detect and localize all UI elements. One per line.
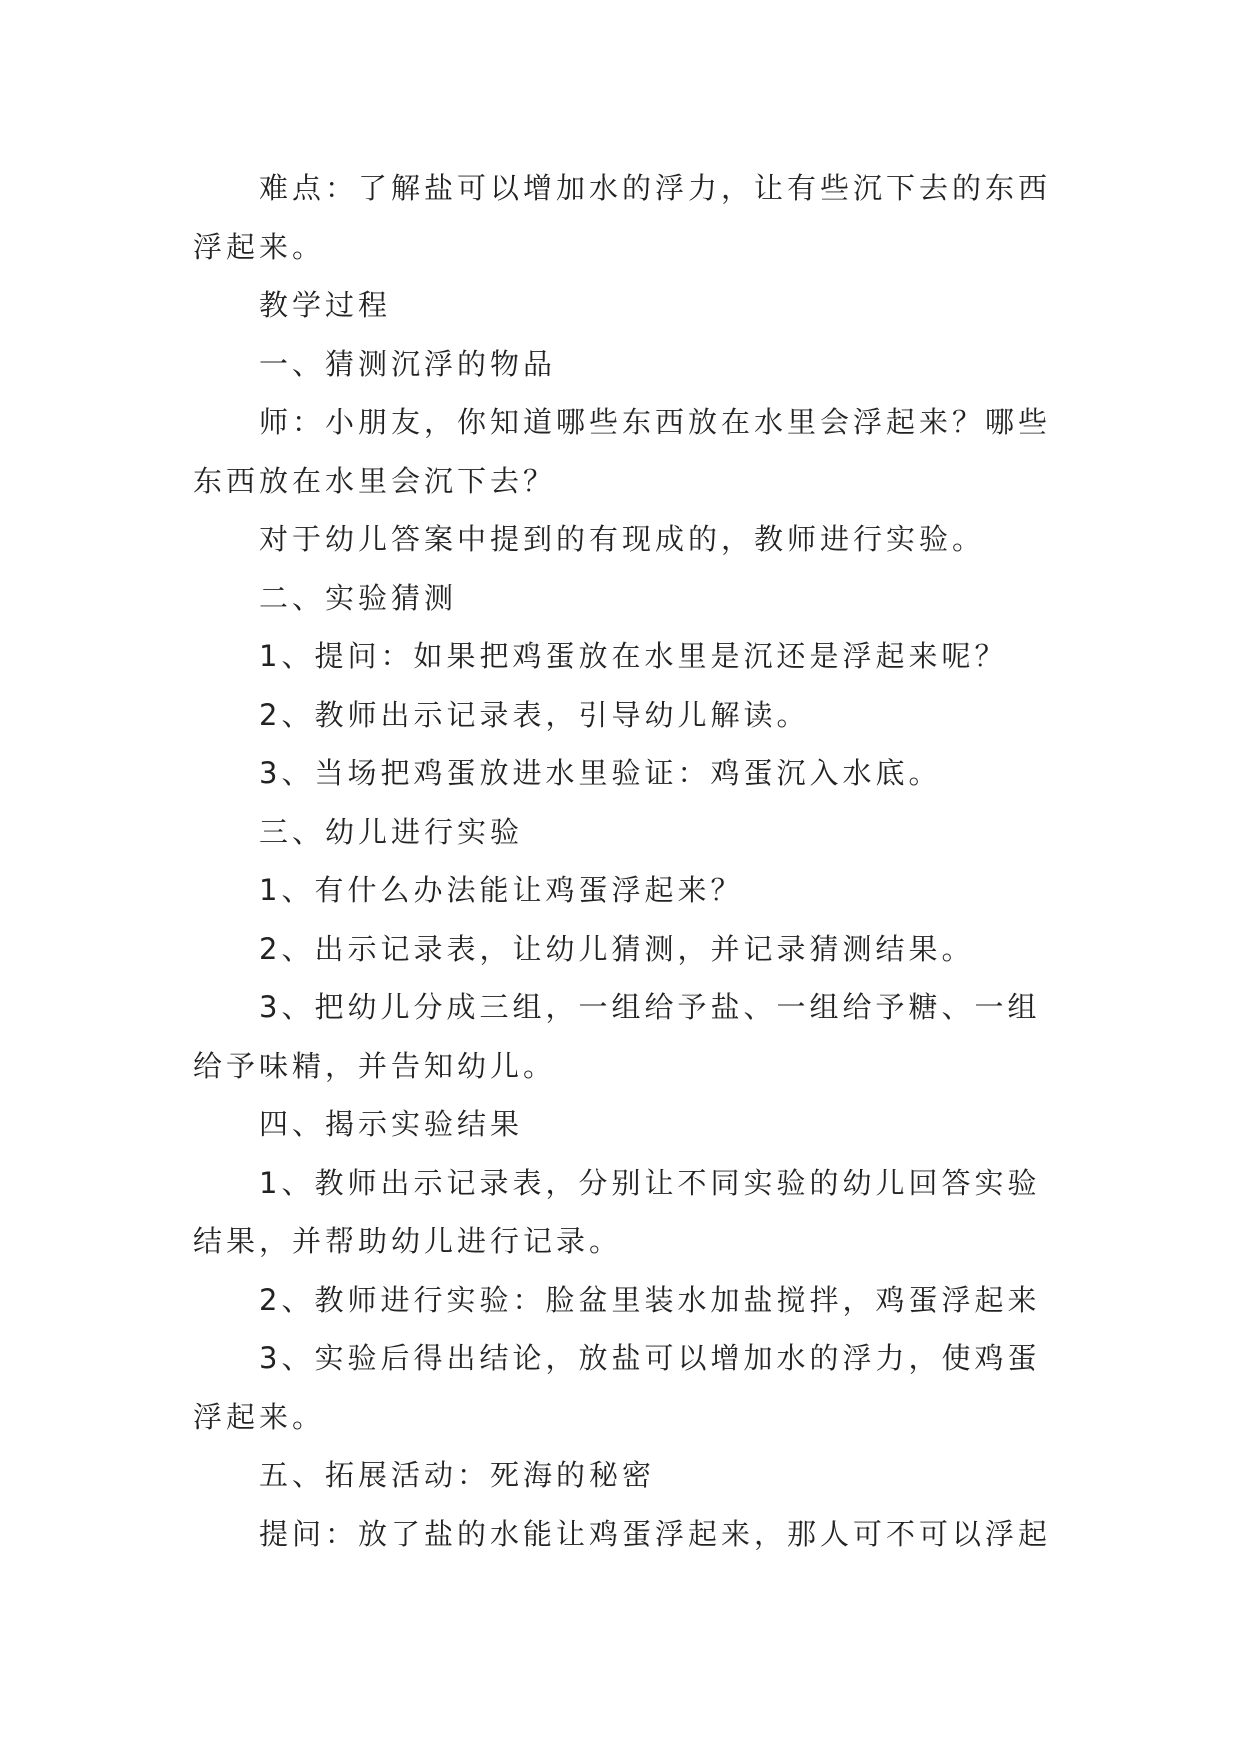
document-body (193, 159, 1053, 1563)
list-item-3-3: 3、把幼儿分成三组，一组给予盐、一组给予糖、一组给予味精，并告知幼儿。 (193, 990, 1041, 1083)
heading-section-5: 五、拓展活动：死海的秘密 (259, 1458, 656, 1492)
paragraph-teacher-question: 师：小朋友，你知道哪些东西放在水里会浮起来？哪些东西放在水里会沉下去？ (193, 405, 1052, 498)
heading-section-4: 四、揭示实验结果 (259, 1107, 524, 1141)
heading-section-3: 三、幼儿进行实验 (259, 814, 524, 849)
list-item-4-1: 1、教师出示记录表，分别让不同实验的幼儿回答实验结果，并帮助幼儿进行记录。 (193, 1165, 1041, 1258)
paragraph-teacher-experiment: 对于幼儿答案中提到的有现成的，教师进行实验。 (259, 522, 986, 556)
list-item-3-1: 1、有什么办法能让鸡蛋浮起来？ (259, 873, 744, 907)
list-item-4-3: 3、实验后得出结论，放盐可以增加水的浮力，使鸡蛋浮起来。 (193, 1341, 1041, 1434)
paragraph-extension-question: 提问：放了盐的水能让鸡蛋浮起来，那人可不可以浮起 (259, 1516, 1052, 1551)
list-item-2-2: 2、教师出示记录表，引导幼儿解读。 (259, 697, 810, 732)
heading-section-2: 二、实验猜测 (259, 580, 458, 615)
list-item-3-2: 2、出示记录表，让幼儿猜测，并记录猜测结果。 (259, 931, 975, 966)
heading-teaching-process: 教学过程 (259, 288, 392, 322)
list-item-2-1: 1、提问：如果把鸡蛋放在水里是沉还是浮起来呢？ (259, 639, 1008, 673)
paragraph-difficulty: 难点：了解盐可以增加水的浮力，让有些沉下去的东西浮起来。 (193, 171, 1052, 264)
list-item-4-2: 2、教师进行实验：脸盆里装水加盐搅拌，鸡蛋浮起来 (259, 1282, 1041, 1317)
list-item-2-3: 3、当场把鸡蛋放进水里验证：鸡蛋沉入水底。 (259, 756, 942, 790)
heading-section-1: 一、猜测沉浮的物品 (259, 346, 557, 381)
